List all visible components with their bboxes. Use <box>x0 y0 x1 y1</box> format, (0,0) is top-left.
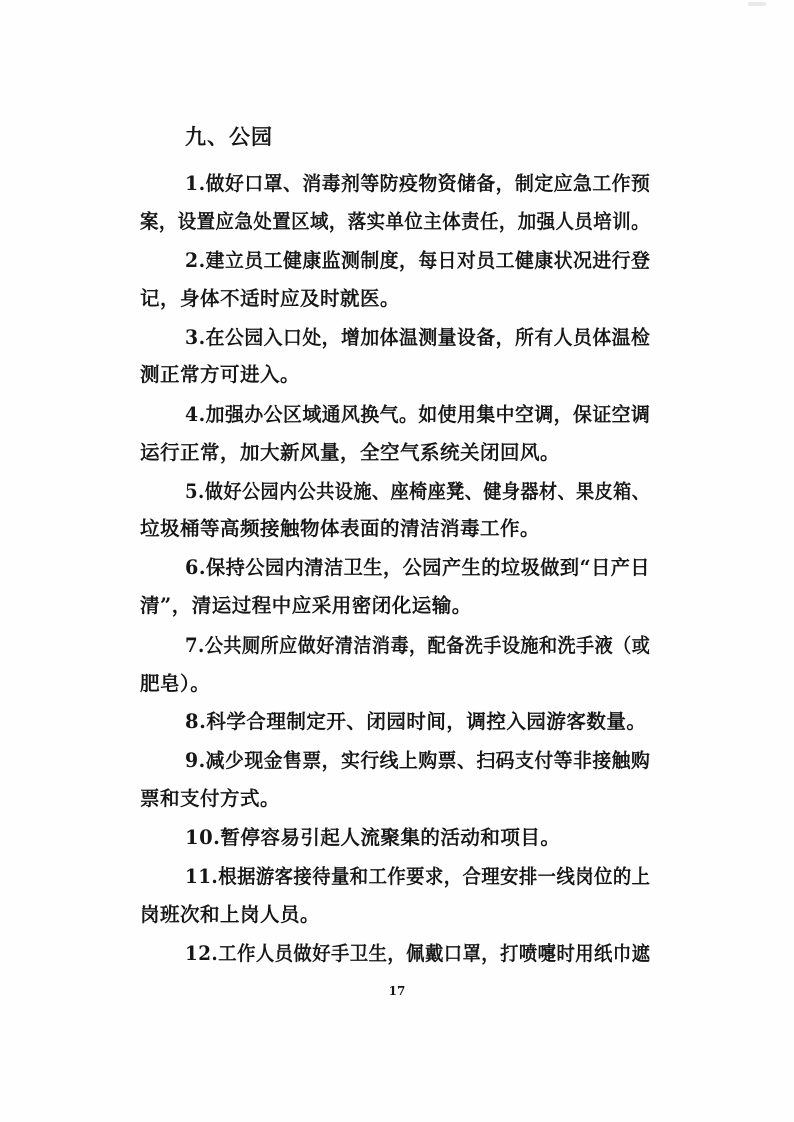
item-7-line-1: 7.公共厕所应做好清洁消毒，配备洗手设施和洗手液（或 <box>185 634 651 657</box>
item-6-line-1: 6.保持公园内清洁卫生，公园产生的垃圾做到“日产日 <box>185 556 651 579</box>
item-9-line-1: 9.减少现金售票，实行线上购票、扫码支付等非接触购 <box>185 749 651 772</box>
item-4-line-2: 运行正常，加大新风量，全空气系统关闭回风。 <box>140 441 561 464</box>
item-11-line-1: 11.根据游客接待量和工作要求，合理安排一线岗位的上 <box>185 865 651 888</box>
item-4-line-1: 4.加强办公区域通风换气。如使用集中空调，保证空调 <box>185 403 651 426</box>
item-2-line-1: 2.建立员工健康监测制度，每日对员工健康状况进行登 <box>185 249 651 272</box>
item-11-line-2: 岗班次和上岗人员。 <box>140 903 321 926</box>
item-2-line-2: 记，身体不适时应及时就医。 <box>140 287 401 310</box>
item-12-line-1: 12.工作人员做好手卫生，佩戴口罩，打喷嚏时用纸巾遮 <box>185 942 651 965</box>
item-10-line-1: 10.暂停容易引起人流聚集的活动和项目。 <box>185 826 561 849</box>
section-heading: 九、公园 <box>185 124 273 149</box>
item-1-line-2: 案，设置应急处置区域，落实单位主体责任，加强人员培训。 <box>140 210 650 233</box>
item-5-line-1: 5.做好公园内公共设施、座椅座凳、健身器材、果皮箱、 <box>185 480 651 503</box>
item-7-line-2: 肥皂）。 <box>140 672 211 695</box>
scan-speck <box>748 2 766 6</box>
item-1-line-1: 1.做好口罩、消毒剂等防疫物资储备，制定应急工作预 <box>185 172 651 195</box>
item-8-line-1: 8.科学合理制定开、闭园时间，调控入园游客数量。 <box>185 710 647 733</box>
item-5-line-2: 垃圾桶等高频接触物体表面的清洁消毒工作。 <box>140 517 541 540</box>
item-3-line-2: 测正常方可进入。 <box>140 363 301 386</box>
page-number: 17 <box>388 984 406 998</box>
item-9-line-2: 票和支付方式。 <box>140 787 281 810</box>
item-3-line-1: 3.在公园入口处，增加体温测量设备，所有人员体温检 <box>185 326 651 349</box>
item-6-line-2: 清”，清运过程中应采用密闭化运输。 <box>140 594 472 617</box>
